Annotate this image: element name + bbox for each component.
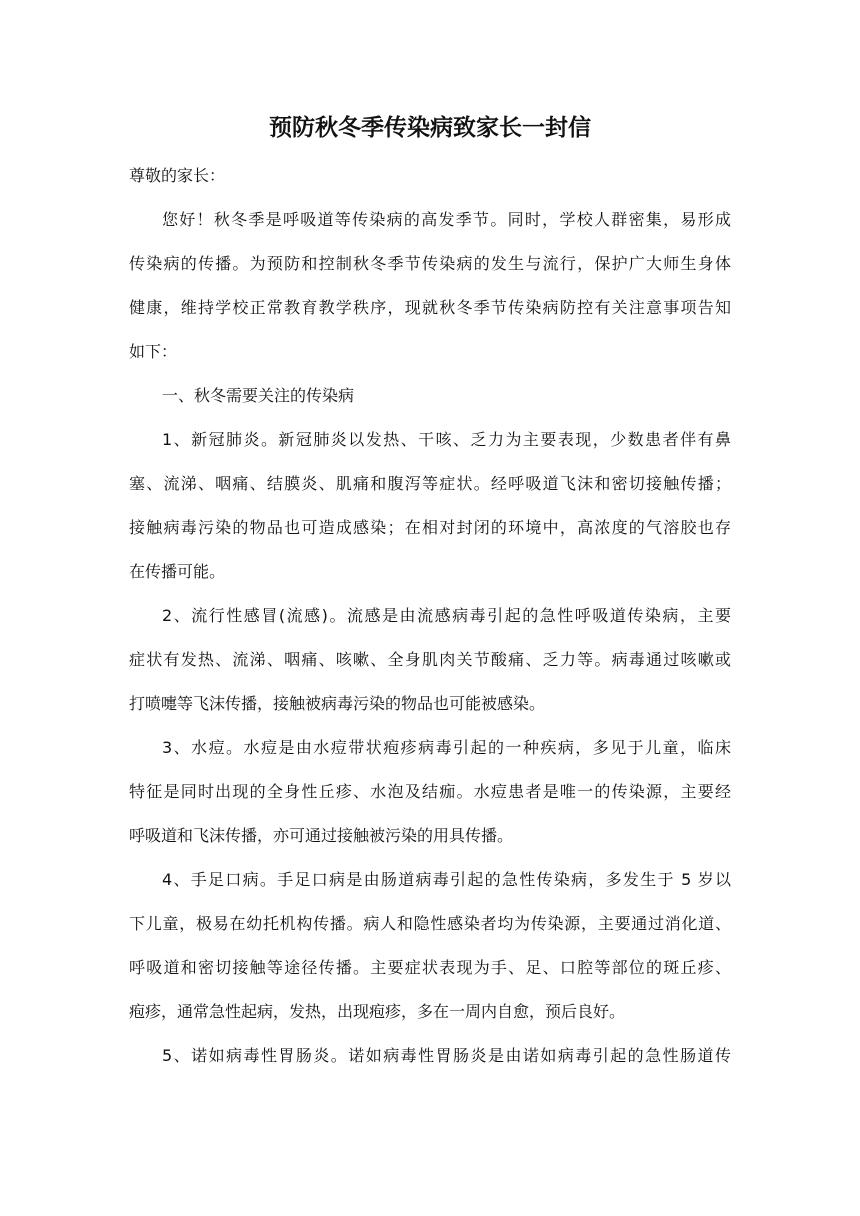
paragraph-line: 健康，维持学校正常教育教学秩序，现就秋冬季节传染病防控有关注意事项告知 — [129, 298, 731, 317]
paragraph-chickenpox — [129, 726, 731, 858]
paragraph-line: 一、秋冬需要关注的传染病 — [162, 386, 355, 405]
paragraph-line: 症状有发热、流涕、咽痛、咳嗽、全身肌肉关节酸痛、乏力等。病毒通过咳嗽或 — [129, 650, 731, 669]
paragraph-influenza — [129, 594, 731, 726]
paragraph-hfmd — [129, 858, 731, 1034]
section-heading — [129, 374, 731, 418]
paragraph-line: 疱疹，通常急性起病，发热，出现疱疹，多在一周内自愈，预后良好。 — [129, 1002, 626, 1021]
paragraph-line: 下儿童，极易在幼托机构传播。病人和隐性感染者均为传染源，主要通过消化道、 — [129, 914, 731, 933]
salutation: 尊敬的家长： — [129, 166, 226, 185]
paragraph-line: 1、新冠肺炎。新冠肺炎以发热、干咳、乏力为主要表现，少数患者伴有鼻 — [162, 430, 731, 449]
paragraph-line: 您好！秋冬季是呼吸道等传染病的高发季节。同时，学校人群密集，易形成 — [162, 210, 731, 229]
paragraph-line: 4、手足口病。手足口病是由肠道病毒引起的急性传染病，多发生于 5 岁以 — [162, 870, 731, 889]
paragraph-line: 呼吸道和密切接触等途径传播。主要症状表现为手、足、口腔等部位的斑丘疹、 — [129, 958, 731, 977]
paragraph-intro — [129, 198, 731, 374]
paragraph-line: 呼吸道和飞沫传播，亦可通过接触被污染的用具传播。 — [129, 826, 514, 845]
document-title: 预防秋冬季传染病致家长一封信 — [269, 115, 591, 141]
paragraph-line: 在传播可能。 — [129, 562, 226, 581]
paragraph-line: 塞、流涕、咽痛、结膜炎、肌痛和腹泻等症状。经呼吸道飞沫和密切接触传播； — [129, 474, 731, 493]
paragraph-line: 特征是同时出现的全身性丘疹、水泡及结痂。水痘患者是唯一的传染源，主要经 — [129, 782, 731, 801]
paragraph-line: 5、诺如病毒性胃肠炎。诺如病毒性胃肠炎是由诺如病毒引起的急性肠道传 — [162, 1046, 731, 1065]
paragraph-norovirus — [129, 1034, 731, 1078]
paragraph-line: 如下： — [129, 342, 178, 361]
paragraph-covid — [129, 418, 731, 594]
letter-body — [129, 110, 731, 1078]
paragraph-line: 接触病毒污染的物品也可造成感染；在相对封闭的环境中，高浓度的气溶胶也存 — [129, 518, 731, 537]
paragraph-line: 传染病的传播。为预防和控制秋冬季节传染病的发生与流行，保护广大师生身体 — [129, 254, 731, 273]
paragraph-line: 打喷嚏等飞沫传播，接触被病毒污染的物品也可能被感染。 — [129, 694, 546, 713]
paragraph-line: 2、流行性感冒(流感)。流感是由流感病毒引起的急性呼吸道传染病，主要 — [162, 606, 731, 625]
paragraph-line: 3、水痘。水痘是由水痘带状疱疹病毒引起的一种疾病，多见于儿童，临床 — [162, 738, 731, 757]
